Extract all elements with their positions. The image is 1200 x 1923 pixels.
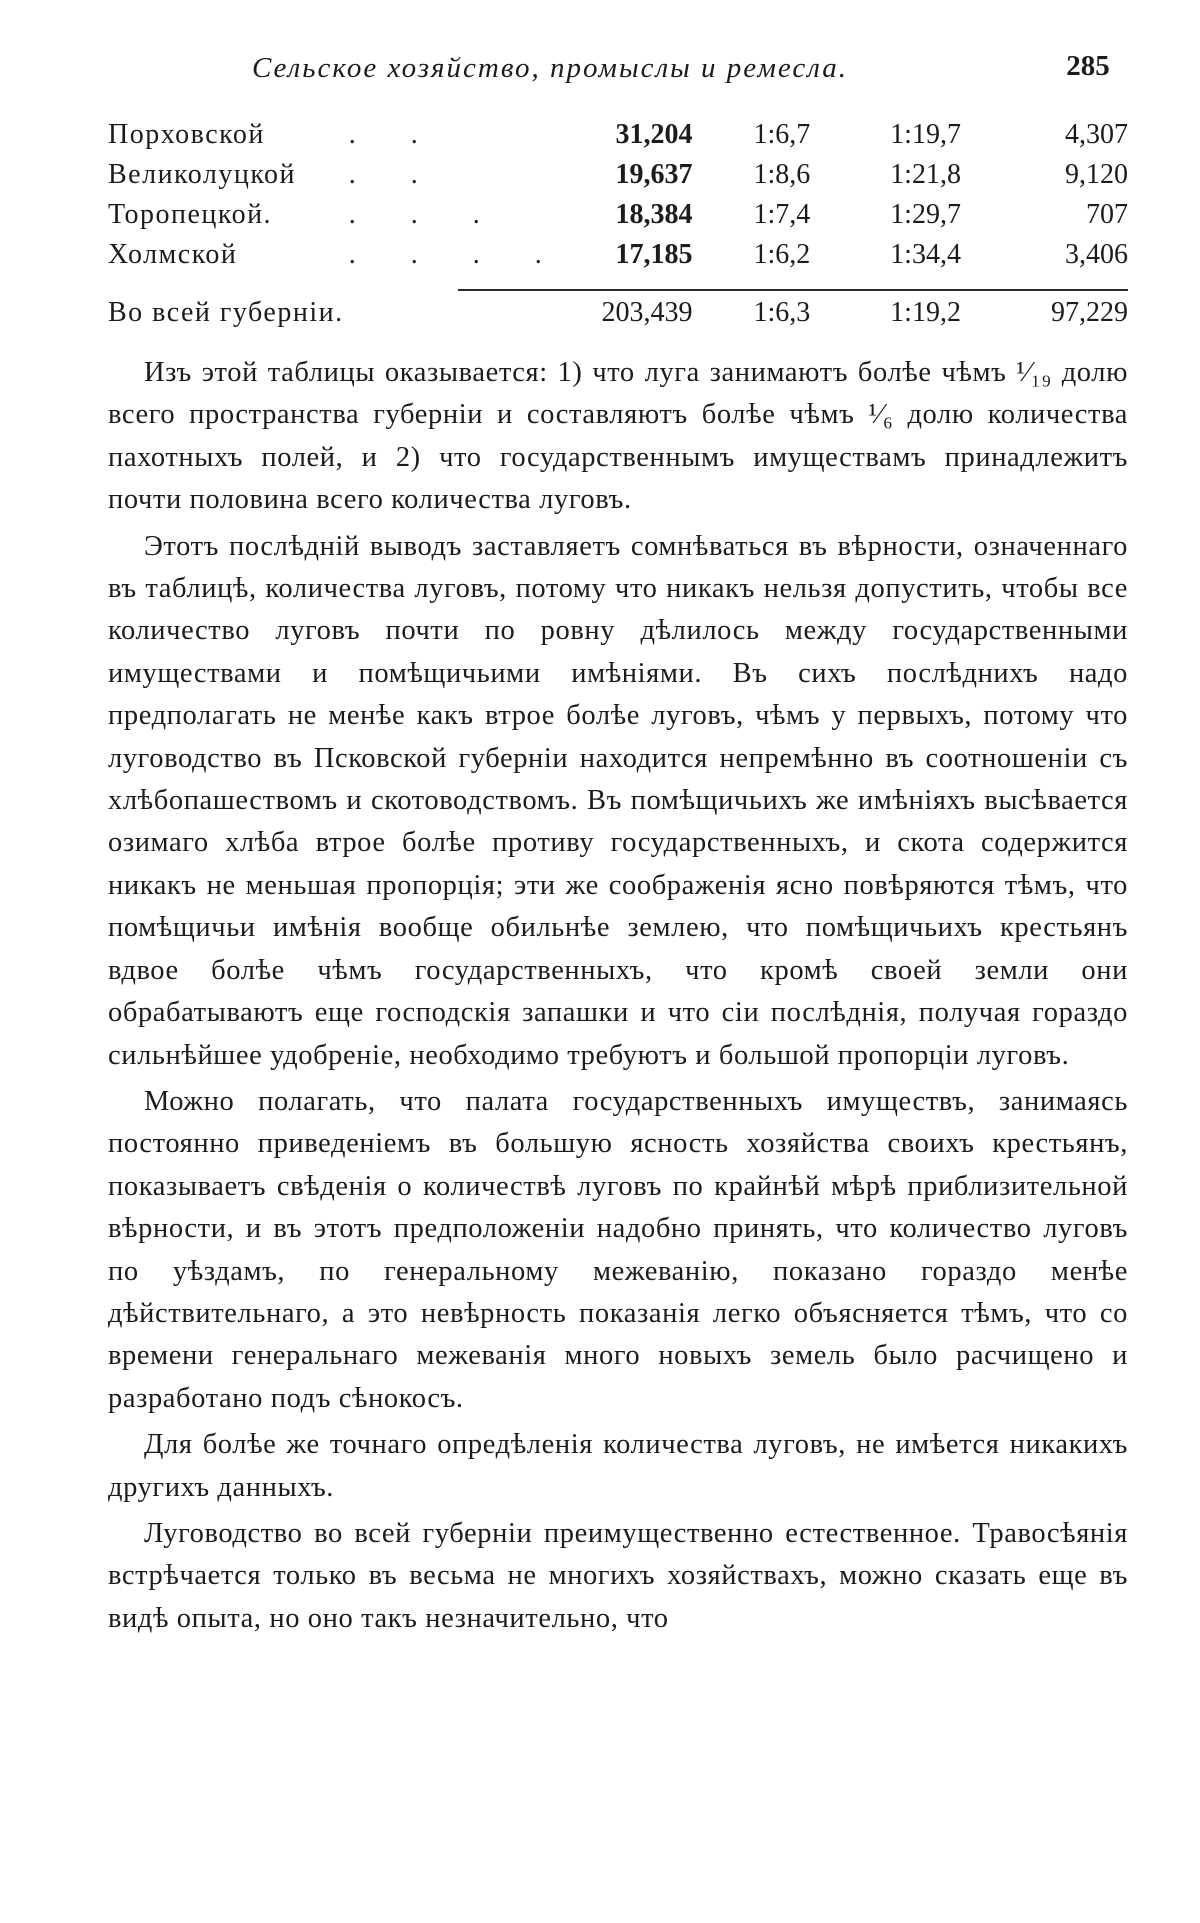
running-title: Сельское хозяйство, промыслы и ремесла. — [251, 52, 849, 84]
meadow-area: 17,185 — [615, 239, 693, 270]
meadow-area: 31,204 — [615, 119, 693, 150]
leader-dots: . . . . — [348, 239, 566, 270]
paragraph: Для болѣе же точнаго опредѣленія количества луговъ, не имѣется никакихъ другихъ данныхъ. — [108, 1429, 1128, 1503]
total-meadow-area: 203,439 — [601, 297, 693, 328]
paragraph: Изъ этой таблицы оказывается: 1) что луга занимаютъ болѣе чѣмъ ¹⁄₁₉ долю всего пространства губерніи и составляютъ болѣе чѣмъ ¹⁄₆ долю количества пахотныхъ полей, и 2) что государственнымъ имуществамъ принадлежитъ почти половина всего количества луговъ. — [108, 357, 1128, 516]
meadow-statistics-table — [108, 115, 1128, 335]
paragraph: Можно полагать, что палата государственныхъ имуществъ, занимаясь постоянно приведеніемъ въ большую ясность хозяйства своихъ крестьянъ, показываетъ свѣденія о количествѣ луговъ по крайнѣй мѣрѣ приблизительной вѣрности, и въ этотъ предположеніи надобно принять, что количество луговъ по уѣздамъ, по генеральному межеванію, показано гораздо менѣе дѣйствительнаго, а это невѣрность показанія легко объясняется тѣмъ, что со времени генеральнаго межеванія много новыхъ земель было расчищено и разработано подъ сѣнокосъ. — [108, 1085, 1128, 1414]
total-label: Во всей губерніи. — [108, 297, 344, 328]
district-name: Великолуцкой — [108, 159, 296, 190]
table-row — [108, 115, 1128, 155]
total-ratio-to-fields: 1:19,2 — [890, 297, 961, 328]
meadow-area: 19,637 — [615, 159, 693, 190]
district-name: Холмской — [108, 239, 238, 270]
total-ratio-to-territory: 1:6,3 — [753, 297, 811, 328]
leader-dots: . . — [348, 119, 442, 150]
state-meadows: 3,406 — [1065, 239, 1128, 270]
ratio-to-fields: 1:19,7 — [890, 119, 961, 150]
ratio-to-territory: 1:6,2 — [753, 239, 811, 270]
total-divider-rule — [458, 289, 1128, 291]
table-row — [108, 155, 1128, 195]
ratio-to-territory: 1:8,6 — [753, 159, 811, 190]
ratio-to-fields: 1:21,8 — [890, 159, 961, 190]
leader-dots: . . — [348, 159, 442, 190]
table-row — [108, 195, 1128, 235]
paragraph: Луговодство во всей губерніи преимущественно естественное. Травосѣянія встрѣчается только въ весьма не многихъ хозяйствахъ, можно сказать еще въ видѣ опыта, но оно такъ незначительно, что — [108, 1517, 1128, 1634]
district-name: Порховской — [108, 119, 265, 150]
district-name: Торопецкой. — [108, 199, 273, 230]
ratio-to-territory: 1:6,7 — [753, 119, 811, 150]
page-number: 285 — [1066, 50, 1110, 82]
leader-dots: . . . — [348, 199, 504, 230]
state-meadows: 4,307 — [1065, 119, 1128, 150]
paragraph: Этотъ послѣдній выводъ заставляетъ сомнѣваться въ вѣрности, означеннаго въ таблицѣ, количества луговъ, потому что никакъ нельзя допустить, чтобы все количество луговъ почти по ровну дѣлилось между государственными имуществами и помѣщичьими имѣніями. Въ сихъ послѣднихъ надо предполагать не менѣе какъ втрое болѣе луговъ, чѣмъ у первыхъ, потому что луговодство въ Псковской губерніи находится непремѣнно въ соотношеніи съ хлѣбопашествомъ и скотоводствомъ. Въ помѣщичьихъ же имѣніяхъ высѣвается озимаго хлѣба втрое болѣе противу государственныхъ, и скота содержится никакъ не меньшая пропорція; эти же соображенія ясно повѣряются тѣмъ, что помѣщичьи имѣнія вообще обильнѣе землею, что помѣщичьихъ крестьянъ вдвое болѣе чѣмъ государственныхъ, что кромѣ своей земли они обрабатываютъ еще господскія запашки и что сіи послѣднія, получая гораздо сильнѣйшее удобреніе, необходимо требуютъ и большой пропорціи луговъ. — [108, 530, 1128, 1071]
state-meadows: 707 — [1086, 199, 1128, 230]
state-meadows: 9,120 — [1065, 159, 1128, 190]
ratio-to-fields: 1:34,4 — [890, 239, 961, 270]
total-state-meadows: 97,229 — [1051, 297, 1128, 328]
table-total-row — [108, 275, 1128, 335]
ratio-to-territory: 1:7,4 — [753, 199, 811, 230]
ratio-to-fields: 1:29,7 — [890, 199, 961, 230]
table-row — [108, 235, 1128, 275]
body-text — [108, 352, 1128, 1644]
meadow-area: 18,384 — [615, 199, 693, 230]
